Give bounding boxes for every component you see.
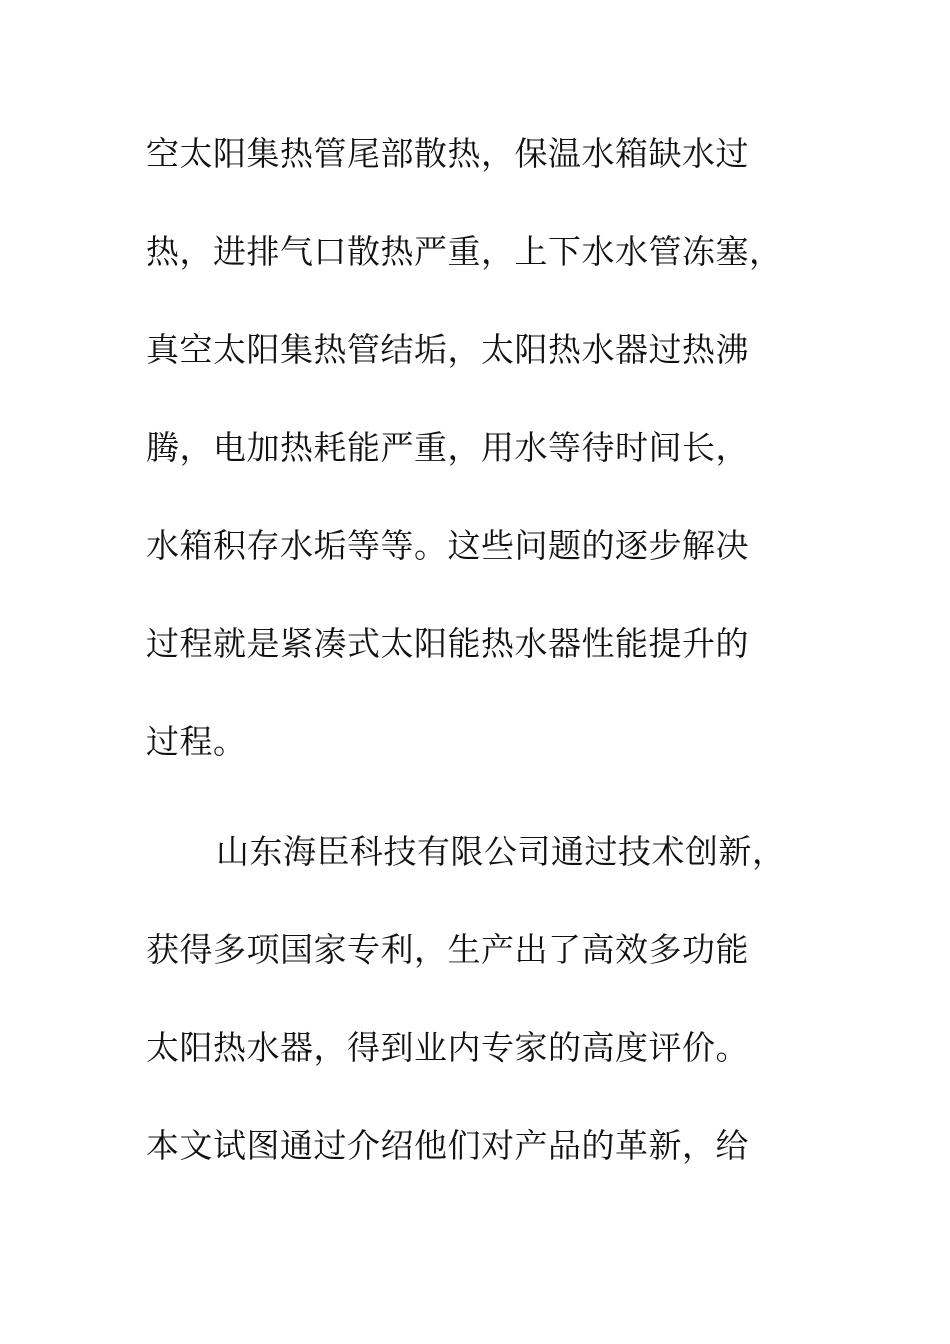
body-text-line: 热，进排气口散热严重，上下水水管冻塞， bbox=[146, 232, 783, 271]
body-text-line: 太阳热水器，得到业内专家的高度评价。 bbox=[146, 1028, 749, 1067]
body-text-line: 水箱积存水垢等等。这些问题的逐步解决 bbox=[146, 526, 749, 565]
body-text-line: 真空太阳集热管结垢，太阳热水器过热沸 bbox=[146, 330, 749, 369]
body-text-line: 腾，电加热耗能严重，用水等待时间长， bbox=[146, 428, 749, 467]
body-text-line: 过程就是紧凑式太阳能热水器性能提升的 bbox=[146, 624, 749, 663]
body-text-line: 获得多项国家专利，生产出了高效多功能 bbox=[146, 930, 749, 969]
body-text-line: 过程。 bbox=[146, 722, 247, 761]
body-text-line: 空太阳集热管尾部散热，保温水箱缺水过 bbox=[146, 134, 749, 173]
body-text-line: 本文试图通过介绍他们对产品的革新，给 bbox=[146, 1126, 749, 1165]
paragraph-first-line: 山东海臣科技有限公司通过技术创新， bbox=[216, 832, 786, 871]
